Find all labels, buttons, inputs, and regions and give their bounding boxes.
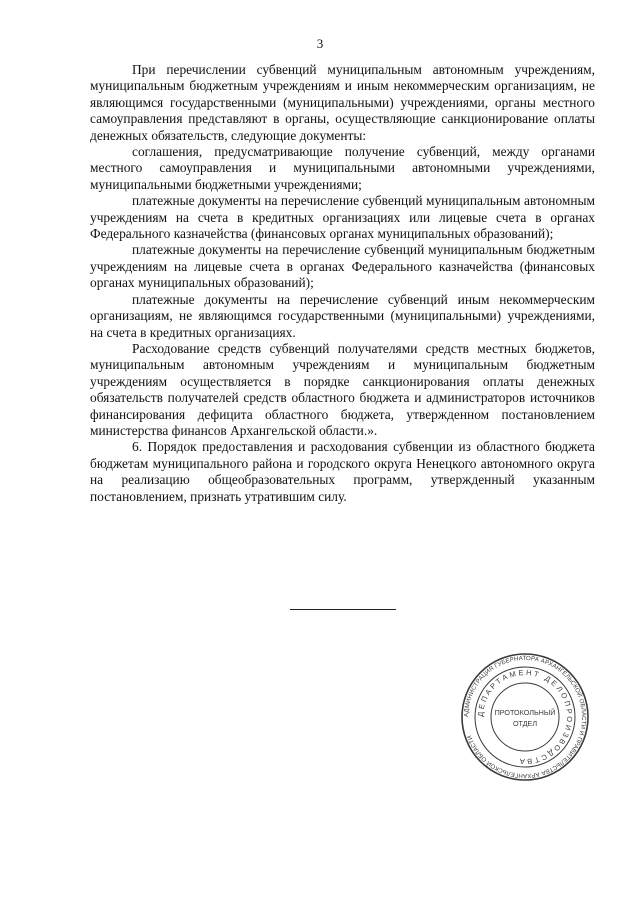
paragraph: Расходование средств субвенций получателями средств местных бюджетов, муниципальным автономным учреждениям и муниципальным бюджетным учреждениям осуществляется в порядке санкционирования оплаты денежных обязательств получателей средств областного бюджета и администраторов источников финансирования дефицита областного бюджета, утвержденном постановлением министерства финансов Архангельской области.».	[90, 340, 595, 438]
paragraph: платежные документы на перечисление субвенций муниципальным автономным учреждениям на счета в кредитных организациях или лицевые счета в органах Федерального казначейства (финансовых органах муниципальных образований);	[90, 193, 595, 242]
paragraph: платежные документы на перечисление субвенций муниципальным бюджетным учреждениям на лицевые счета в органах Федерального казначейства (финансовых органах муниципальных образований);	[90, 242, 595, 291]
paragraph: 6. Порядок предоставления и расходования субвенции из областного бюджета бюджетам муниципального района и городского округа Ненецкого автономного округа на реализацию общеобразовательных программ, утвержденный указанным постановлением, признать утратившим силу.	[90, 439, 595, 504]
stamp-center-line2: ОТДЕЛ	[512, 719, 538, 728]
stamp-outer-text: АДМИНИСТРАЦИЯ ГУБЕРНАТОРА АРХАНГЕЛЬСКОЙ ОБЛАСТИ И ПРАВИТЕЛЬСТВА АРХАНГЕЛЬСКОЙ ОБЛАСТИ	[462, 654, 588, 780]
stamp-inner-text: ДЕПАРТАМЕНТ ДЕЛОПРОИЗВОДСТВА	[475, 667, 575, 767]
paragraph: платежные документы на перечисление субвенций иным некоммерческим организациям, не являющимся государственными (муниципальными) учреждениями, на счета в кредитных организациях.	[90, 291, 595, 340]
page-number: 3	[316, 36, 324, 51]
stamp-center-line1: ПРОТОКОЛЬНЫЙ	[494, 708, 556, 717]
document-body	[90, 62, 595, 505]
closing-rule	[290, 609, 396, 610]
paragraph: При перечислении субвенций муниципальным автономным учреждениям, муниципальным бюджетным учреждениям и иным некоммерческим организациям, не являющимся государственными (муниципальными) учреждениями, органы местного самоуправления представляют в органы, осуществляющие санкционирование оплаты денежных обязательств, следующие документы:	[90, 62, 595, 143]
stamp-middle-ring	[475, 667, 575, 767]
official-stamp	[460, 652, 590, 782]
stamp-inner-ring	[491, 683, 559, 751]
paragraph: соглашения, предусматривающие получение субвенций, между органами местного самоуправления и муниципальными автономными учреждениями, муниципальными бюджетными учреждениями;	[90, 144, 595, 192]
